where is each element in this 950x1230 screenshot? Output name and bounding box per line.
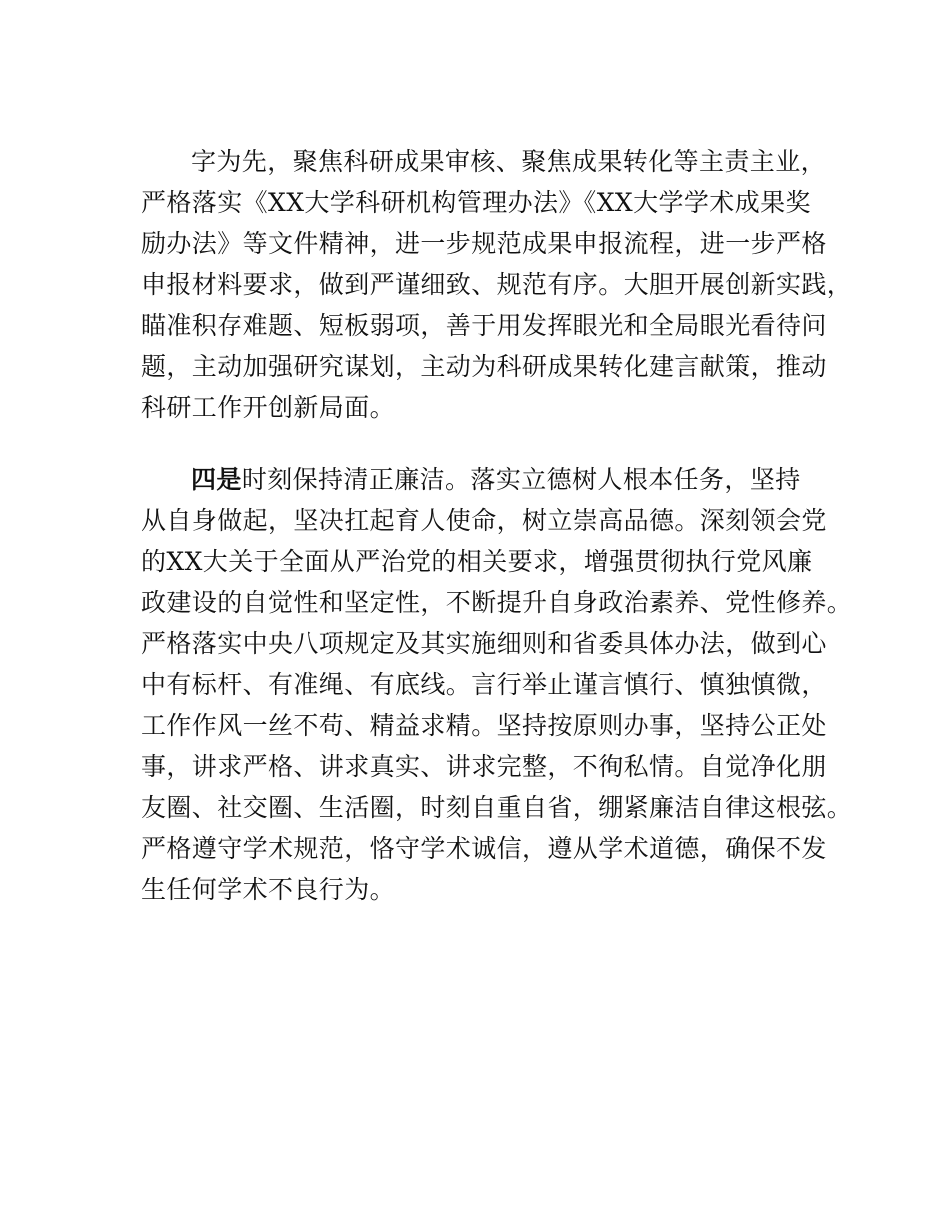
paragraph1-line-3: 励办法》等文件精神，进一步规范成果申报流程，进一步严格 bbox=[141, 229, 827, 258]
paragraph1-line-4: 申报材料要求，做到严谨细致、规范有序。大胆开展创新实践， bbox=[141, 270, 853, 299]
paragraph2-line-7: 工作作风一丝不苟、精益求精。坚持按原则办事，坚持公正处 bbox=[141, 711, 827, 740]
paragraph1-line-2: 严格落实《XX大学科研机构管理办法》《XX大学学术成果奖 bbox=[141, 188, 811, 217]
paragraph2-line-1 bbox=[191, 460, 801, 500]
paragraph1-line-5: 瞄准积存难题、短板弱项，善于用发挥眼光和全局眼光看待问 bbox=[141, 311, 827, 340]
paragraph2-line-4: 政建设的自觉性和坚定性，不断提升自身政治素养、党性修养。 bbox=[141, 588, 853, 617]
paragraph2-lead: 四是 bbox=[191, 465, 242, 494]
paragraph2-line-6: 中有标杆、有准绳、有底线。言行举止谨言慎行、慎独慎微， bbox=[141, 670, 827, 699]
paragraph2-line-9: 友圈、社交圈、生活圈，时刻自重自省，绷紧廉洁自律这根弦。 bbox=[141, 793, 853, 822]
paragraph2-line-5: 严格落实中央八项规定及其实施细则和省委具体办法，做到心 bbox=[141, 629, 827, 658]
paragraph2-line-8: 事，讲求严格、讲求真实、讲求完整，不徇私情。自觉净化朋 bbox=[141, 752, 827, 781]
paragraph2-line-2: 从自身做起，坚决扛起育人使命，树立崇高品德。深刻领会党 bbox=[141, 506, 827, 535]
paragraph2-line-11: 生任何学术不良行为。 bbox=[141, 875, 396, 904]
paragraph2-first-line-text: 时刻保持清正廉洁。落实立德树人根本任务，坚持 bbox=[241, 465, 801, 494]
paragraph1-line-1: 字为先，聚焦科研成果审核、聚焦成果转化等主责主业， bbox=[191, 147, 827, 176]
paragraph1-line-6: 题，主动加强研究谋划，主动为科研成果转化建言献策，推动 bbox=[141, 352, 827, 381]
paragraph1-line-7: 科研工作开创新局面。 bbox=[141, 393, 396, 422]
paragraph2-line-10: 严格遵守学术规范，恪守学术诚信，遵从学术道德，确保不发 bbox=[141, 834, 827, 863]
paragraph2-line-3: 的XX大关于全面从严治党的相关要求，增强贯彻执行党风廉 bbox=[141, 547, 813, 576]
